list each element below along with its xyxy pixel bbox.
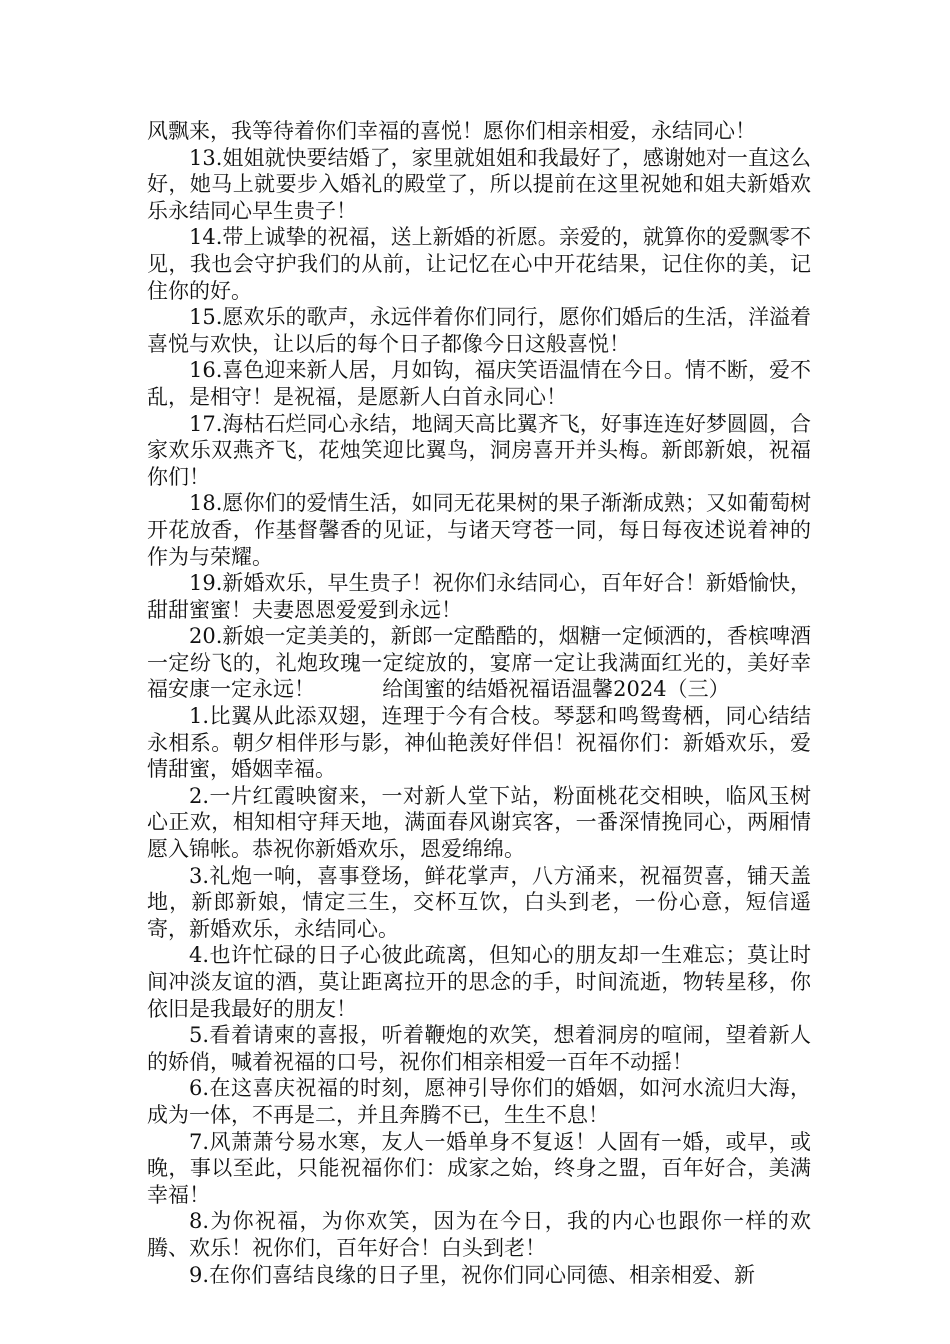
paragraph-16: 16.喜色迎来新人居，月如钩，福庆笑语温情在今日。情不断，爱不乱，是相守！是祝福，是愿新人白首永同心！: [147, 358, 811, 409]
paragraph-5: 5.看着请柬的喜报，听着鞭炮的欢笑，想着洞房的喧闹，望着新人的娇俏，喊着祝福的口号，祝你们相亲相爱一百年不动摇！: [147, 1023, 811, 1074]
paragraph-18: 18.愿你们的爱情生活，如同无花果树的果子渐渐成熟；又如葡萄树开花放香，作基督馨香的见证，与诸天穹苍一同，每日每夜述说着神的作为与荣耀。: [147, 491, 811, 569]
paragraph-3: 3.礼炮一响，喜事登场，鲜花掌声，八方涌来，祝福贺喜，铺天盖地，新郎新娘，情定三生，交杯互饮，白头到老，一份心意，短信遥寄，新婚欢乐，永结同心。: [147, 863, 811, 941]
paragraph-continuation: 风飘来，我等待着你们幸福的喜悦！愿你们相亲相爱，永结同心！: [147, 119, 756, 143]
document-page: [147, 118, 811, 1288]
paragraph-8: 8.为你祝福，为你欢笑，因为在今日，我的内心也跟你一样的欢腾、欢乐！祝你们，百年好合！白头到老！: [147, 1209, 811, 1260]
paragraph-20: [147, 623, 811, 703]
paragraph-1: 1.比翼从此添双翅，连理于今有合枝。琴瑟和鸣鸳鸯栖，同心结结永相系。朝夕相伴形与影，神仙艳羡好伴侣！祝福你们：新婚欢乐，爱情甜蜜，婚姻幸福。: [147, 704, 811, 782]
paragraph-9: 9.在你们喜结良缘的日子里，祝你们同心同德、相亲相爱、新: [189, 1262, 756, 1287]
paragraph-19: 19.新婚欢乐，早生贵子！祝你们永结同心，百年好合！新婚愉快，甜甜蜜蜜！夫妻恩恩爱爱到永远！: [147, 571, 811, 622]
section-heading: 给闺蜜的结婚祝福语温馨2024（三）: [382, 677, 730, 702]
paragraph-4: 4.也许忙碌的日子心彼此疏离，但知心的朋友却一生难忘；莫让时间冲淡友谊的酒，莫让距离拉开的思念的手，时间流逝，物转星移，你依旧是我最好的朋友！: [147, 943, 811, 1021]
paragraph-6: 6.在这喜庆祝福的时刻，愿神引导你们的婚姻，如河水流归大海，成为一体，不再是二，并且奔腾不已，生生不息！: [147, 1076, 811, 1127]
paragraph-15: 15.愿欢乐的歌声，永远伴着你们同行，愿你们婚后的生活，洋溢着喜悦与欢快，让以后的每个日子都像今日这般喜悦！: [147, 305, 811, 356]
paragraph-13: 13.姐姐就快要结婚了，家里就姐姐和我最好了，感谢她对一直这么好，她马上就要步入婚礼的殿堂了，所以提前在这里祝她和姐夫新婚欢乐永结同心早生贵子！: [147, 145, 811, 223]
paragraph-17: 17.海枯石烂同心永结，地阔天高比翼齐飞，好事连连好梦圆圆，合家欢乐双燕齐飞，花烛笑迎比翼鸟，洞房喜开并头梅。新郎新娘，祝福你们！: [147, 411, 811, 489]
paragraph-7: 7.风萧萧兮易水寒，友人一婚单身不复返！人固有一婚，或早，或晚，事以至此，只能祝福你们：成家之始，终身之盟，百年好合，美满幸福！: [147, 1129, 811, 1207]
paragraph-20-text: 20.新娘一定美美的，新郎一定酷酷的，烟糖一定倾洒的，香槟啤酒一定纷飞的，礼炮玫瑰一定绽放的，宴席一定让我满面红光的，美好幸福安康一定永远！: [147, 624, 811, 702]
paragraph-14: 14.带上诚挚的祝福，送上新婚的祈愿。亲爱的，就算你的爱飘零不见，我也会守护我们的从前，让记忆在心中开花结果，记住你的美，记住你的好。: [147, 225, 811, 303]
paragraph-2: 2.一片红霞映窗来，一对新人堂下站，粉面桃花交相映，临风玉树心正欢，相知相守拜天地，满面春风谢宾客，一番深情挽同心，两厢情愿入锦帐。恭祝你新婚欢乐，恩爱绵绵。: [147, 783, 811, 862]
